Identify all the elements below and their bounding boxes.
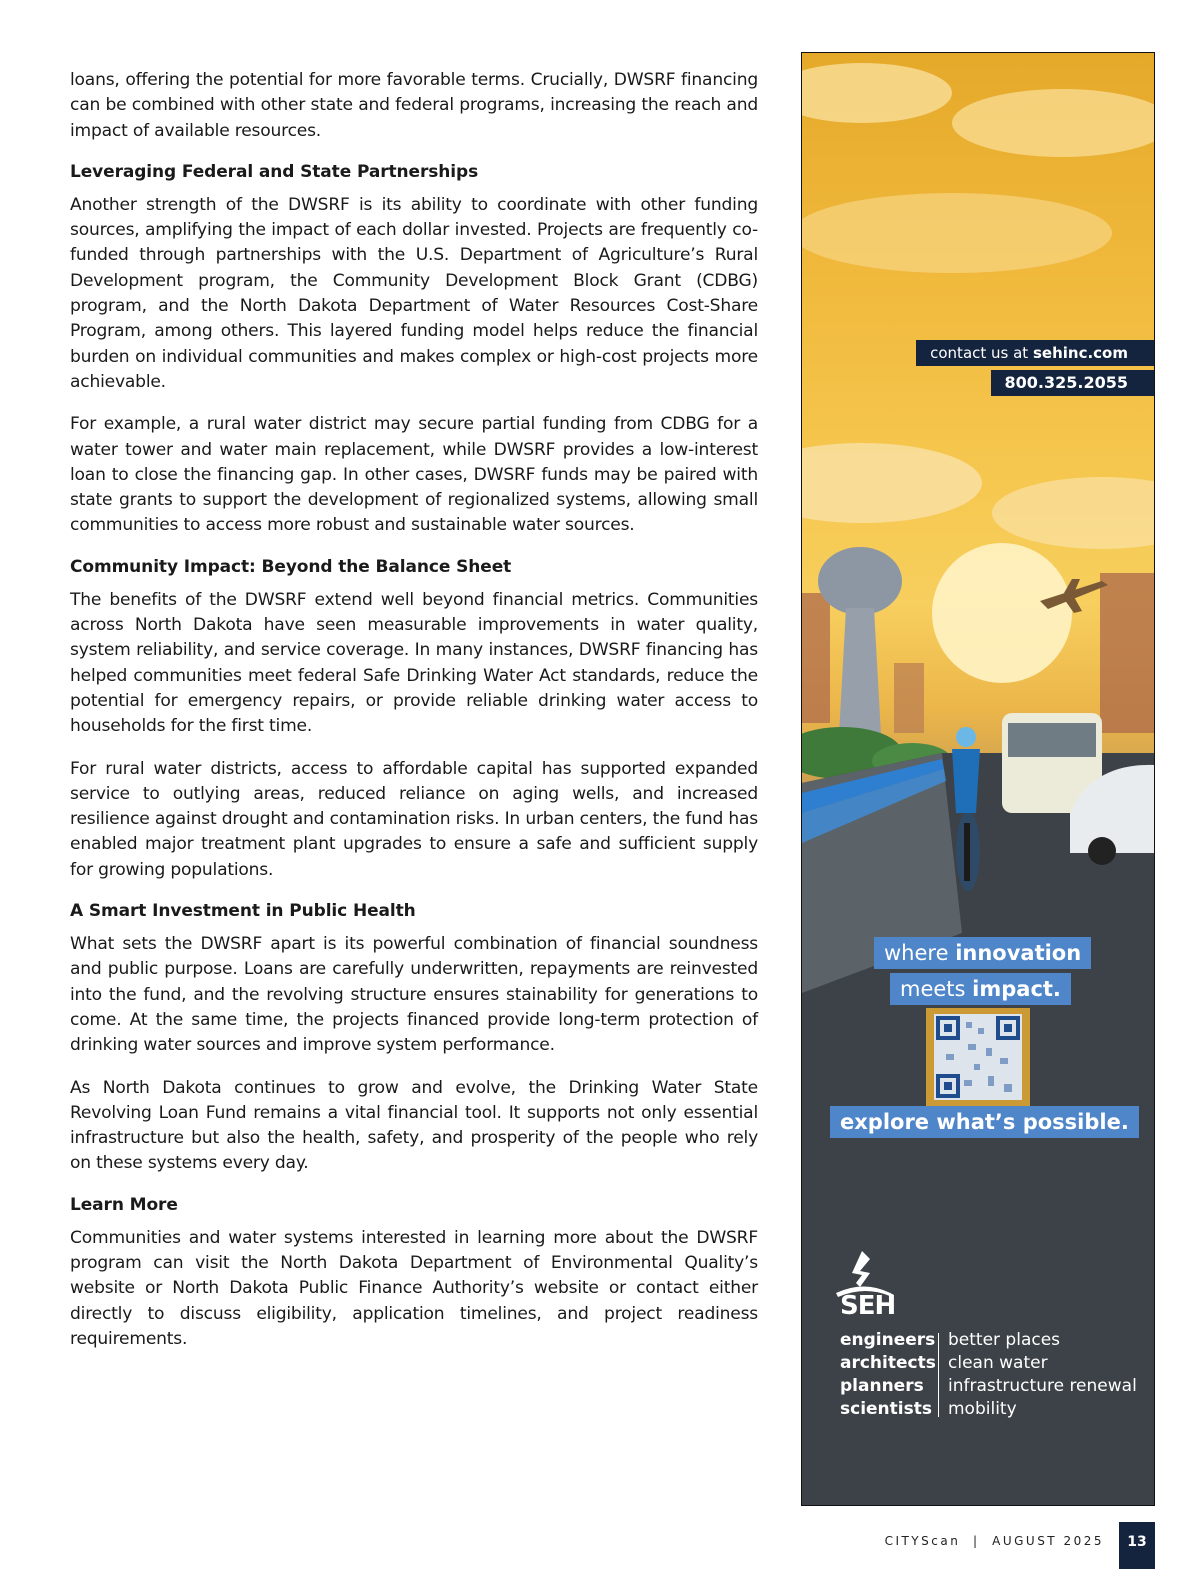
divider (938, 1333, 939, 1417)
role-item: scientists (840, 1399, 932, 1419)
article-column (70, 68, 758, 1369)
section-heading: Community Impact: Beyond the Balance Sheet (70, 556, 512, 577)
tagline-text: meets (900, 977, 973, 1001)
tagline-emphasis: impact. (972, 977, 1061, 1001)
article-paragraph: The benefits of the DWSRF extend well beyond financial metrics. Communities across North Dakota have seen measurable improvements in water quality, system reliability, and service coverage. In many instances, DWSRF financing has helped communities meet federal Safe Drinking Water Act standards, reduce the potential for emergency repairs, or provide reliable drinking water access to households for the first time. (70, 589, 758, 737)
page-number: 13 (1119, 1522, 1155, 1569)
article-paragraph: As North Dakota continues to grow and evolve, the Drinking Water State Revolving Loan Fund remains a vital financial tool. It supports not only essential infrastructure but also the health, safety, and prosperity of the people who rely on these systems every day. (70, 1077, 758, 1174)
publication-footer: CITYScan | AUGUST 2025 (884, 1534, 1104, 1548)
role-item: engineers (840, 1330, 936, 1350)
value-item: clean water (948, 1353, 1048, 1373)
tagline-line2 (890, 973, 1071, 1005)
role-item: architects (840, 1353, 936, 1373)
role-item: planners (840, 1376, 924, 1396)
values-list (948, 1329, 1137, 1421)
website-link[interactable]: sehinc.com (1032, 344, 1128, 362)
article-paragraph: For rural water districts, access to affordable capital has supported expanded service to outlying areas, reduced reliance on aging wells, and increased resilience against drought and contamination risks. In urban centers, the fund has enabled major treatment plant upgrades to ensure a safe and sufficient supply for growing populations. (70, 758, 758, 880)
phone-number[interactable]: 800.325.2055 (991, 370, 1154, 396)
article-paragraph: What sets the DWSRF apart is its powerful combination of financial soundness and public purpose. Loans are carefully underwritten, repayments are reinvested into the fund, and the revolving structure ensures stainability for generations to come. At the same time, the projects financed provide long-term protection of drinking water sources and improve system performance. (70, 934, 758, 1056)
cta-banner[interactable]: explore what’s possible. (830, 1106, 1139, 1138)
section-heading: Leveraging Federal and State Partnerships (70, 161, 479, 182)
value-item: better places (948, 1330, 1061, 1350)
value-item: infrastructure renewal (948, 1376, 1137, 1396)
tagline-emphasis: innovation (955, 941, 1082, 965)
contact-prefix: contact us at (930, 344, 1033, 362)
qr-code-icon (934, 1014, 1022, 1100)
tagline-text: where (884, 941, 956, 965)
article-paragraph: loans, offering the potential for more favorable terms. Crucially, DWSRF financing can be combined with other state and federal programs, increasing the reach and impact of available resources. (70, 70, 758, 141)
contact-bar[interactable] (916, 340, 1154, 366)
seh-advertisement[interactable] (801, 52, 1155, 1506)
roles-list (840, 1329, 936, 1421)
article-paragraph: Communities and water systems interested in learning more about the DWSRF program can visit the North Dakota Department of Environmental Quality’s website or North Dakota Public Finance Authority’s website or contact either directly to discuss eligibility, application timelines, and project readiness requirements. (70, 1227, 758, 1349)
article-paragraph: For example, a rural water district may secure partial funding from CDBG for a water tower and water main replacement, while DWSRF provides a low-interest loan to close the financing gap. In other cases, DWSRF funds may be paired with state grants to support the development of regionalized systems, allowing small communities to access more robust and sustainable water sources. (70, 414, 758, 536)
tagline-line1 (874, 937, 1091, 969)
value-item: mobility (948, 1399, 1017, 1419)
article-paragraph: Another strength of the DWSRF is its ability to coordinate with other funding sources, amplifying the impact of each dollar invested. Projects are frequently co-funded through partnerships with the U.S. Department of Agriculture’s Rural Development program, the Community Development Block Grant (CDBG) program, and the North Dakota Department of Water Resources Cost-Share Program, among others. This layered funding model helps reduce the financial burden on individual communities and makes complex or high-cost projects more achievable. (70, 194, 758, 392)
qr-code[interactable] (926, 1008, 1030, 1106)
section-heading: Learn More (70, 1194, 178, 1215)
seh-brand: SEH (840, 1291, 896, 1321)
section-heading: A Smart Investment in Public Health (70, 901, 416, 922)
